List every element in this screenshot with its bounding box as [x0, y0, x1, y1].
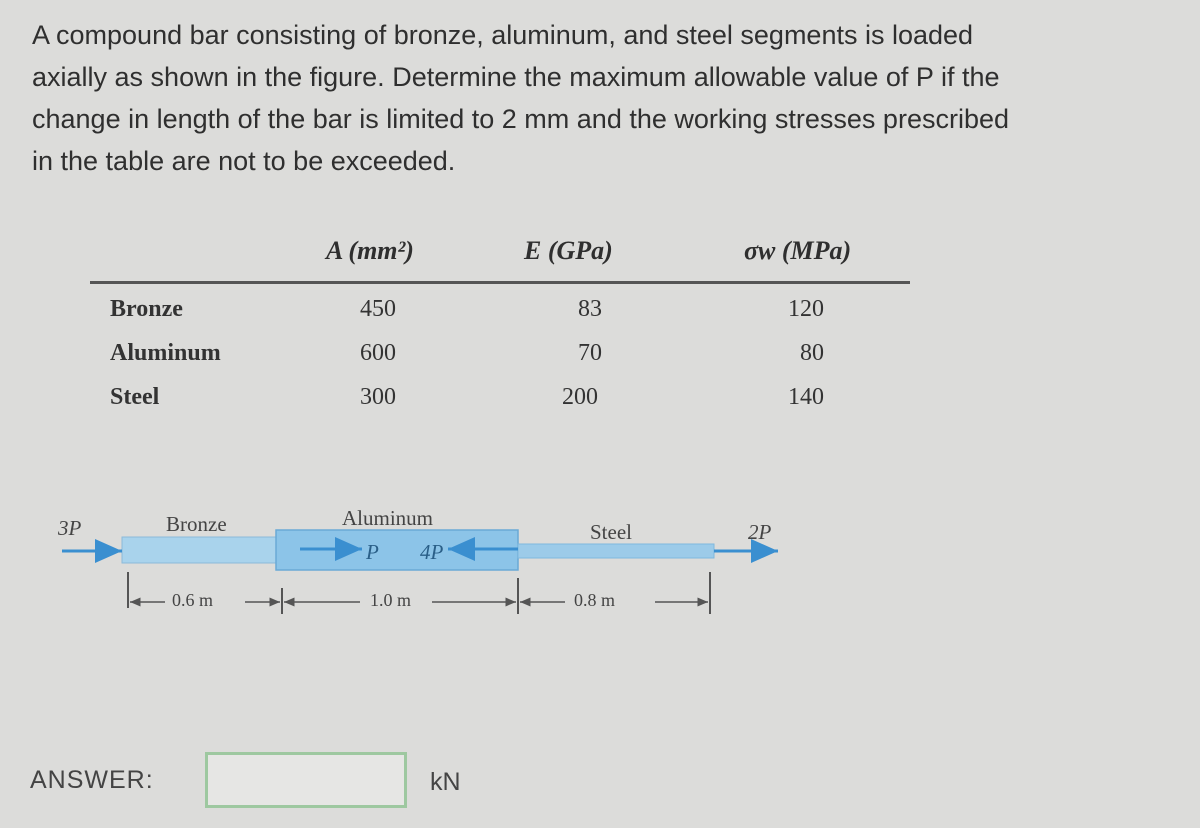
- problem-line-2: axially as shown in the figure. Determine the maximum allowable value of P if the: [32, 62, 1000, 92]
- dim-label-bronze: 0.6 m: [172, 590, 214, 610]
- cell-aluminum-area: 600: [360, 340, 396, 366]
- label-bronze: Bronze: [166, 512, 227, 536]
- header-modulus: E (GPa): [524, 236, 613, 265]
- label-3p: 3P: [58, 516, 82, 540]
- header-area: A (mm²): [326, 236, 414, 265]
- cell-steel-modulus: 200: [562, 384, 598, 410]
- dim-label-steel: 0.8 m: [574, 590, 616, 610]
- steel-segment: [518, 544, 714, 558]
- cell-steel-stress: 140: [788, 384, 824, 410]
- row-label-aluminum: Aluminum: [110, 340, 221, 366]
- problem-line-3: change in length of the bar is limited to 2 mm and the working stresses prescribed: [32, 104, 1009, 134]
- cell-bronze-stress: 120: [788, 296, 824, 322]
- label-steel: Steel: [590, 520, 632, 544]
- answer-input[interactable]: [205, 752, 407, 808]
- header-working-stress: σw (MPa): [744, 236, 852, 265]
- label-4p: 4P: [420, 540, 444, 564]
- problem-line-4: in the table are not to be exceeded.: [32, 146, 456, 176]
- cell-aluminum-stress: 80: [800, 340, 824, 366]
- cell-bronze-area: 450: [360, 296, 396, 322]
- dim-label-aluminum: 1.0 m: [370, 590, 412, 610]
- label-aluminum: Aluminum: [342, 506, 434, 530]
- row-label-bronze: Bronze: [110, 296, 183, 322]
- cell-steel-area: 300: [360, 384, 396, 410]
- row-label-steel: Steel: [110, 384, 160, 410]
- answer-label: ANSWER:: [30, 766, 154, 794]
- cell-aluminum-modulus: 70: [578, 340, 602, 366]
- label-p: P: [366, 540, 379, 564]
- problem-line-1: A compound bar consisting of bronze, aluminum, and steel segments is loaded: [32, 20, 974, 50]
- cell-bronze-modulus: 83: [578, 296, 602, 322]
- bronze-segment: [122, 537, 282, 563]
- table-header-rule: [90, 281, 910, 284]
- compound-bar-figure: [0, 490, 1200, 640]
- answer-unit: kN: [430, 768, 461, 796]
- label-2p: 2P: [748, 520, 772, 544]
